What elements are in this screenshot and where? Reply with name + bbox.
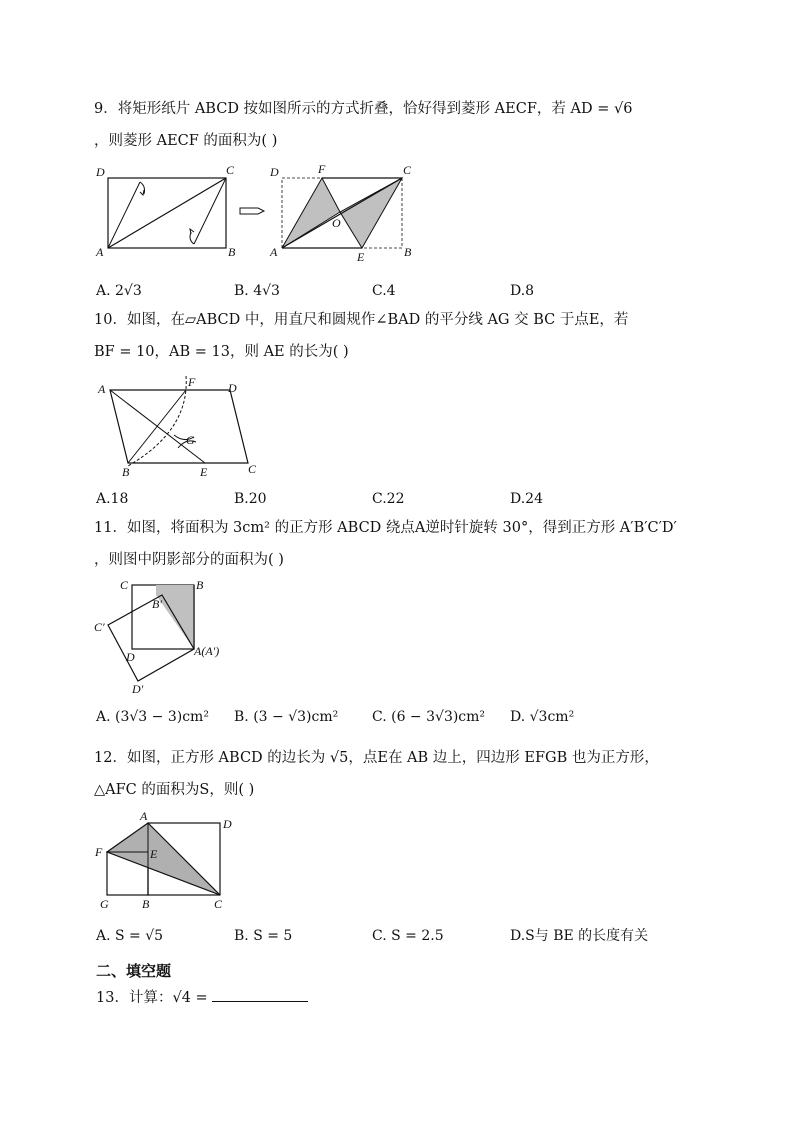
q10-figure <box>90 370 280 482</box>
q11-label-A: A(A′) <box>194 644 220 658</box>
q12-figure <box>90 808 250 913</box>
section-title: 二、填空题 <box>96 962 172 980</box>
q10-label-C: C <box>248 462 257 476</box>
q12-label-D: D <box>223 817 232 831</box>
q10-label-E: E <box>200 465 208 479</box>
q12-option-d[interactable]: D.S与 BE 的长度有关 <box>510 928 649 944</box>
q12-label-A: A <box>140 809 148 823</box>
q9-figure <box>90 160 430 265</box>
q9-label-A: A <box>96 245 104 259</box>
q13-answer-blank[interactable] <box>212 987 308 1002</box>
q10-label-G: G <box>186 433 195 447</box>
q9-r-label-F: F <box>318 162 326 176</box>
q9-label-B: B <box>228 245 236 259</box>
q10-option-d[interactable]: D.24 <box>510 491 543 507</box>
q11-option-a[interactable]: A. (3√3 − 3)cm² <box>96 709 209 725</box>
q13-line <box>96 987 308 1008</box>
q10-label-F: F <box>188 375 196 389</box>
q11-label-Cprime: C′ <box>94 620 105 634</box>
q10-option-b[interactable]: B.20 <box>234 491 267 507</box>
q11-line1: 11．如图，将面积为 3cm² 的正方形 ABCD 绕点A逆时针旋转 30°，得到正方形 A′B′C′D′ <box>94 520 677 536</box>
q11-label-B: B <box>196 578 204 592</box>
q12-label-F: F <box>95 845 103 859</box>
q11-option-d[interactable]: D. √3cm² <box>510 709 575 725</box>
q9-r-label-D: D <box>270 165 279 179</box>
q10-parallelogram <box>110 390 248 463</box>
q12-option-a[interactable]: A. S = √5 <box>96 928 164 944</box>
q12-line2: △AFC 的面积为S，则( ) <box>94 782 255 798</box>
q9-option-b[interactable]: B. 4√3 <box>234 283 280 299</box>
q12-label-C: C <box>214 897 223 911</box>
q10-option-a[interactable]: A.18 <box>96 491 129 507</box>
q10-label-A: A <box>98 382 106 396</box>
q10-line2: BF = 10，AB = 13，则 AE 的长为( ) <box>94 344 349 360</box>
q9-r-label-C: C <box>403 163 412 177</box>
q9-option-a[interactable]: A. 2√3 <box>96 283 142 299</box>
q9-line2: ，则菱形 AECF 的面积为( ) <box>94 133 278 149</box>
q12-option-c[interactable]: C. S = 2.5 <box>372 928 444 944</box>
q11-label-D: D <box>126 650 135 664</box>
q11-figure <box>90 575 250 697</box>
q11-line2: ，则图中阴影部分的面积为( ) <box>94 552 284 568</box>
q9-r-label-O: O <box>332 216 341 230</box>
q12-label-B: B <box>142 897 150 911</box>
q12-triangle-afc <box>107 823 220 895</box>
q9-r-label-A: A <box>270 245 278 259</box>
q12-label-E: E <box>150 847 158 861</box>
q11-label-C: C <box>120 578 129 592</box>
q11-option-b[interactable]: B. (3 − √3)cm² <box>234 709 339 725</box>
q9-label-C: C <box>226 163 235 177</box>
q11-label-Bprime: B′ <box>152 597 162 611</box>
q13-text: 13．计算：√4 = <box>96 990 208 1006</box>
q9-label-D: D <box>96 165 105 179</box>
q9-option-c[interactable]: C.4 <box>372 283 396 299</box>
q12-label-G: G <box>100 897 109 911</box>
q11-option-c[interactable]: C. (6 − 3√3)cm² <box>372 709 486 725</box>
q12-line1: 12．如图，正方形 ABCD 的边长为 √5，点E在 AB 边上，四边形 EFGB 也为正方形， <box>94 750 659 766</box>
arrow-icon <box>240 208 264 214</box>
q10-line1: 10．如图，在▱ABCD 中，用直尺和圆规作∠BAD 的平分线 AG 交 BC 于点E，若 <box>94 312 629 328</box>
q10-label-B: B <box>122 465 130 479</box>
q9-r-label-E: E <box>357 250 365 264</box>
q11-label-Dprime: D′ <box>132 682 144 696</box>
q9-option-d[interactable]: D.8 <box>510 283 535 299</box>
q10-option-c[interactable]: C.22 <box>372 491 405 507</box>
q9-r-label-B: B <box>404 245 412 259</box>
q9-line1: 9．将矩形纸片 ABCD 按如图所示的方式折叠，恰好得到菱形 AECF，若 AD = √6 <box>94 101 633 117</box>
q12-option-b[interactable]: B. S = 5 <box>234 928 293 944</box>
q10-label-D: D <box>228 381 237 395</box>
